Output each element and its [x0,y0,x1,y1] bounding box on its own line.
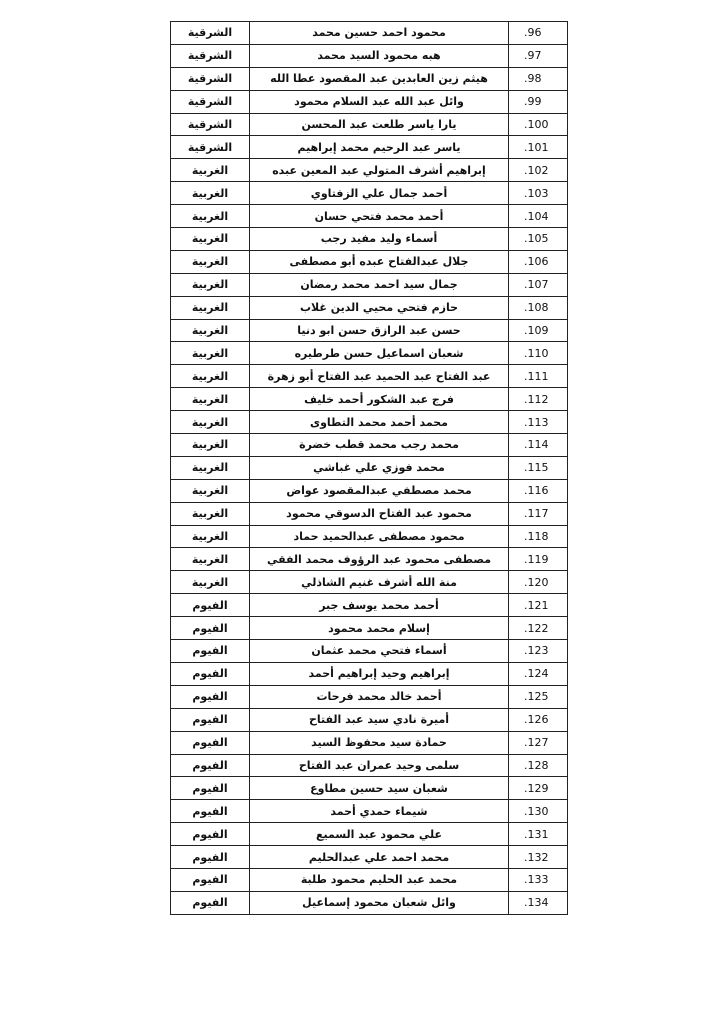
serial-number-cell: .118 [509,525,568,548]
serial-number-cell: .111 [509,365,568,388]
governorate-cell: الشرقية [171,22,250,45]
table-row [171,777,568,800]
table-row [171,113,568,136]
governorate-cell: الفيوم [171,846,250,869]
serial-number-cell: .110 [509,342,568,365]
table-row [171,525,568,548]
name-cell: أحمد محمد يوسف جبر [250,594,509,617]
serial-number-cell: .99 [509,90,568,113]
table-row [171,479,568,502]
table-row [171,754,568,777]
governorate-cell: الغربية [171,273,250,296]
serial-number-cell: .122 [509,617,568,640]
name-cell: حازم فتحي محيي الدين غلاب [250,296,509,319]
table-row [171,67,568,90]
table-row [171,22,568,45]
serial-number-cell: .112 [509,388,568,411]
governorate-cell: الغربية [171,388,250,411]
table-row [171,548,568,571]
name-cell: أسماء فتحي محمد عثمان [250,640,509,663]
name-cell: حمادة سيد محفوظ السيد [250,731,509,754]
table-row [171,182,568,205]
table-row [171,662,568,685]
serial-number-cell: .133 [509,868,568,891]
name-cell: أحمد محمد فتحي حسان [250,205,509,228]
governorate-cell: الغربية [171,319,250,342]
governorate-cell: الغربية [171,228,250,251]
governorate-cell: الفيوم [171,708,250,731]
table-row [171,456,568,479]
serial-number-cell: .129 [509,777,568,800]
table-row [171,800,568,823]
name-cell: عبد الفتاح عبد الحميد عبد الفتاح أبو زهرة [250,365,509,388]
serial-number-cell: .128 [509,754,568,777]
serial-number-cell: .103 [509,182,568,205]
governorate-cell: الفيوم [171,868,250,891]
table-row [171,205,568,228]
name-cell: مصطفى محمود عبد الرؤوف محمد الفقي [250,548,509,571]
table-row [171,823,568,846]
serial-number-cell: .123 [509,640,568,663]
table-row [171,502,568,525]
table-row [171,868,568,891]
names-table-body [171,22,568,915]
table-row [171,296,568,319]
serial-number-cell: .125 [509,685,568,708]
serial-number-cell: .109 [509,319,568,342]
serial-number-cell: .127 [509,731,568,754]
serial-number-cell: .121 [509,594,568,617]
serial-number-cell: .115 [509,456,568,479]
serial-number-cell: .130 [509,800,568,823]
governorate-cell: الشرقية [171,44,250,67]
table-row [171,685,568,708]
governorate-cell: الغربية [171,411,250,434]
name-cell: وائل عبد الله عبد السلام محمود [250,90,509,113]
table-row [171,731,568,754]
serial-number-cell: .132 [509,846,568,869]
governorate-cell: الغربية [171,250,250,273]
table-row [171,90,568,113]
governorate-cell: الشرقية [171,113,250,136]
serial-number-cell: .119 [509,548,568,571]
table-row [171,708,568,731]
name-cell: محمد عبد الحليم محمود طلبة [250,868,509,891]
serial-number-cell: .120 [509,571,568,594]
governorate-cell: الفيوم [171,731,250,754]
governorate-cell: الفيوم [171,800,250,823]
governorate-cell: الغربية [171,342,250,365]
serial-number-cell: .106 [509,250,568,273]
name-cell: فرج عبد الشكور أحمد خليف [250,388,509,411]
serial-number-cell: .107 [509,273,568,296]
name-cell: محمود مصطفى عبدالحميد حماد [250,525,509,548]
governorate-cell: الغربية [171,571,250,594]
table-row [171,44,568,67]
serial-number-cell: .117 [509,502,568,525]
governorate-cell: الشرقية [171,67,250,90]
table-row [171,228,568,251]
name-cell: جمال سيد احمد محمد رمضان [250,273,509,296]
governorate-cell: الفيوم [171,640,250,663]
table-row [171,159,568,182]
table-row [171,891,568,914]
name-cell: علي محمود عبد السميع [250,823,509,846]
governorate-cell: الغربية [171,525,250,548]
serial-number-cell: .98 [509,67,568,90]
table-row [171,594,568,617]
table-row [171,434,568,457]
table-row [171,846,568,869]
name-cell: منة الله أشرف غنيم الشاذلي [250,571,509,594]
table-row [171,411,568,434]
table-row [171,571,568,594]
governorate-cell: الفيوم [171,685,250,708]
table-row [171,617,568,640]
governorate-cell: الغربية [171,479,250,502]
table-row [171,342,568,365]
serial-number-cell: .116 [509,479,568,502]
name-cell: شيماء حمدي أحمد [250,800,509,823]
serial-number-cell: .124 [509,662,568,685]
serial-number-cell: .108 [509,296,568,319]
name-cell: شعبان سيد حسين مطاوع [250,777,509,800]
governorate-cell: الغربية [171,205,250,228]
serial-number-cell: .114 [509,434,568,457]
governorate-cell: الفيوم [171,617,250,640]
serial-number-cell: .96 [509,22,568,45]
name-cell: إبراهيم وحيد إبراهيم أحمد [250,662,509,685]
table-row [171,319,568,342]
name-cell: هبه محمود السيد محمد [250,44,509,67]
name-cell: محمد رجب محمد قطب خضرة [250,434,509,457]
governorate-cell: الغربية [171,296,250,319]
name-cell: حسن عبد الرازق حسن ابو دنيا [250,319,509,342]
name-cell: هيثم زين العابدين عبد المقصود عطا الله [250,67,509,90]
name-cell: إسلام محمد محمود [250,617,509,640]
governorate-cell: الغربية [171,456,250,479]
table-row [171,388,568,411]
governorate-cell: الغربية [171,548,250,571]
name-cell: محمود احمد حسين محمد [250,22,509,45]
table-row [171,250,568,273]
table-row [171,273,568,296]
name-cell: أسماء وليد مفيد رجب [250,228,509,251]
governorate-cell: الغربية [171,182,250,205]
name-cell: محمد فوزي علي غباشي [250,456,509,479]
governorate-cell: الفيوم [171,594,250,617]
governorate-cell: الغربية [171,159,250,182]
governorate-cell: الشرقية [171,90,250,113]
governorate-cell: الغربية [171,365,250,388]
names-table [170,21,568,915]
governorate-cell: الشرقية [171,136,250,159]
name-cell: محمد مصطفي عبدالمقصود عواض [250,479,509,502]
name-cell: محمود عبد الفتاح الدسوقي محمود [250,502,509,525]
governorate-cell: الغربية [171,502,250,525]
name-cell: يارا ياسر طلعت عبد المحسن [250,113,509,136]
name-cell: ياسر عبد الرحيم محمد إبراهيم [250,136,509,159]
serial-number-cell: .105 [509,228,568,251]
serial-number-cell: .101 [509,136,568,159]
name-cell: شعبان اسماعيل حسن طرطيره [250,342,509,365]
name-cell: أحمد جمال علي الزفتاوي [250,182,509,205]
serial-number-cell: .126 [509,708,568,731]
serial-number-cell: .102 [509,159,568,182]
serial-number-cell: .97 [509,44,568,67]
name-cell: أميرة نادي سيد عبد الفتاح [250,708,509,731]
name-cell: وائل شعبان محمود إسماعيل [250,891,509,914]
governorate-cell: الفيوم [171,891,250,914]
name-cell: سلمى وحيد عمران عبد الفتاح [250,754,509,777]
serial-number-cell: .100 [509,113,568,136]
table-row [171,640,568,663]
name-cell: إبراهيم أشرف المتولي عبد المعين عبده [250,159,509,182]
serial-number-cell: .134 [509,891,568,914]
governorate-cell: الفيوم [171,777,250,800]
serial-number-cell: .131 [509,823,568,846]
governorate-cell: الغربية [171,434,250,457]
name-cell: محمد أحمد محمد التطاوى [250,411,509,434]
table-row [171,365,568,388]
name-cell: أحمد خالد محمد فرحات [250,685,509,708]
serial-number-cell: .113 [509,411,568,434]
governorate-cell: الفيوم [171,754,250,777]
table-row [171,136,568,159]
name-cell: جلال عبدالفتاح عبده أبو مصطفى [250,250,509,273]
governorate-cell: الفيوم [171,662,250,685]
governorate-cell: الفيوم [171,823,250,846]
serial-number-cell: .104 [509,205,568,228]
name-cell: محمد احمد علي عبدالحليم [250,846,509,869]
